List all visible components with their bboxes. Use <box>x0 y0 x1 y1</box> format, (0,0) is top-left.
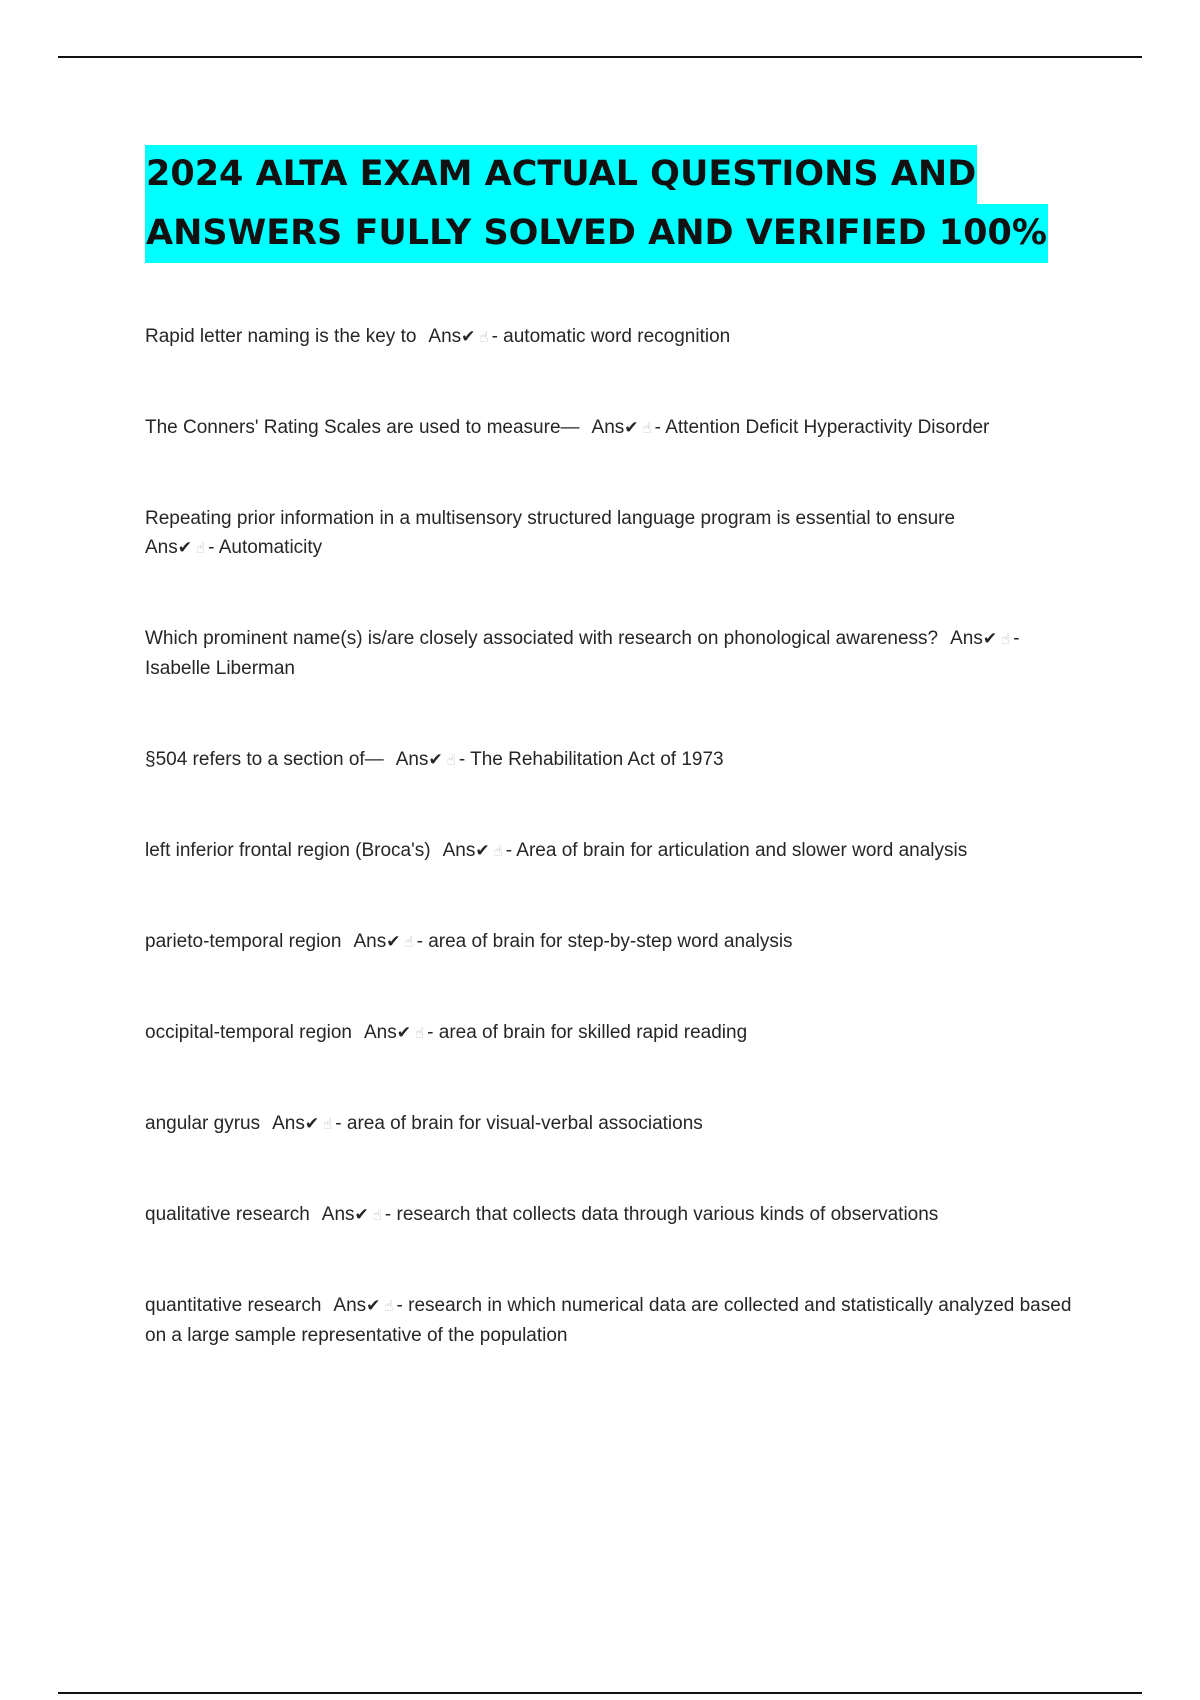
pointing-hand-icon: ☝ <box>404 933 414 951</box>
answer-label: Ans <box>395 749 429 770</box>
checkmark-icon: ✔ <box>428 750 443 770</box>
answer-label: Ans <box>321 1204 355 1225</box>
pointing-hand-icon: ☝ <box>1001 630 1011 648</box>
checkmark-icon: ✔ <box>386 932 401 952</box>
answer-text: - automatic word recognition <box>491 326 731 347</box>
pointing-hand-icon: ☝ <box>446 751 456 769</box>
qa-item <box>145 1200 1090 1230</box>
pointing-hand-icon: ☝ <box>384 1297 394 1315</box>
question-text: quantitative research <box>145 1295 322 1316</box>
bottom-rule <box>58 1692 1142 1694</box>
answer-label: Ans <box>591 417 625 438</box>
checkmark-icon: ✔ <box>304 1114 320 1134</box>
answer-text: - The Rehabilitation Act of 1973 <box>458 749 724 770</box>
question-text: Repeating prior information in a multisensory structured language program is essential to ensure <box>145 508 956 529</box>
title-line-1: 2024 ALTA EXAM ACTUAL QUESTIONS AND <box>145 145 977 204</box>
pointing-hand-icon: ☝ <box>642 419 652 437</box>
checkmark-icon: ✔ <box>354 1205 369 1225</box>
answer-text: - area of brain for step-by-step word analysis <box>416 931 793 952</box>
pointing-hand-icon: ☝ <box>415 1024 425 1042</box>
checkmark-icon: ✔ <box>475 841 490 861</box>
qa-item <box>145 504 1090 563</box>
document-title <box>145 145 1045 263</box>
qa-item <box>145 1018 1090 1048</box>
title-line-2: ANSWERS FULLY SOLVED AND VERIFIED 100% <box>145 204 1048 263</box>
question-text: occipital-temporal region <box>145 1022 352 1043</box>
qa-item <box>145 745 1090 775</box>
answer-label: Ans <box>428 326 462 347</box>
answer-label: Ans <box>950 628 983 649</box>
answer-label: Ans <box>145 537 178 558</box>
question-text: parieto-temporal region <box>145 931 342 952</box>
checkmark-icon: ✔ <box>982 629 998 649</box>
answer-label: Ans <box>442 840 476 861</box>
qa-item <box>145 624 1090 683</box>
answer-label: Ans <box>353 931 387 952</box>
qa-item <box>145 322 1090 352</box>
question-text: Which prominent name(s) is/are closely associated with research on phonological awareness? <box>145 628 939 649</box>
answer-text: - Area of brain for articulation and slower word analysis <box>505 840 968 861</box>
answer-label: Ans <box>333 1295 367 1316</box>
top-rule <box>58 56 1142 58</box>
checkmark-icon: ✔ <box>461 327 476 347</box>
answer-text: - area of brain for skilled rapid reading <box>427 1022 748 1043</box>
qa-item <box>145 836 1090 866</box>
answer-text: - area of brain for visual-verbal associations <box>335 1113 703 1134</box>
answer-text: - research that collects data through various kinds of observations <box>384 1204 939 1225</box>
qa-item <box>145 413 1090 443</box>
question-text: left inferior frontal region (Broca's) <box>145 840 431 861</box>
answer-text: - Automaticity <box>208 537 323 558</box>
checkmark-icon: ✔ <box>177 538 192 558</box>
qa-item <box>145 1291 1090 1350</box>
pointing-hand-icon: ☝ <box>493 842 503 860</box>
answer-label: Ans <box>364 1022 397 1043</box>
answer-label: Ans <box>272 1113 305 1134</box>
question-text: qualitative research <box>145 1204 310 1225</box>
question-text: Rapid letter naming is the key to <box>145 326 417 347</box>
qa-item <box>145 927 1090 957</box>
answer-text: - research in which numerical data are collected and statistically analyzed based on a large sample representative of the population <box>145 1295 1072 1346</box>
pointing-hand-icon: ☝ <box>323 1115 333 1133</box>
qa-item <box>145 1109 1090 1139</box>
checkmark-icon: ✔ <box>624 418 639 438</box>
question-text: angular gyrus <box>145 1113 261 1134</box>
question-text: The Conners' Rating Scales are used to measure— <box>145 417 580 438</box>
checkmark-icon: ✔ <box>366 1296 381 1316</box>
pointing-hand-icon: ☝ <box>196 539 206 557</box>
answer-text: - Isabelle Liberman <box>145 628 1020 679</box>
answer-text: - Attention Deficit Hyperactivity Disorder <box>654 417 990 438</box>
pointing-hand-icon: ☝ <box>372 1206 382 1224</box>
pointing-hand-icon: ☝ <box>479 328 489 346</box>
checkmark-icon: ✔ <box>396 1023 411 1043</box>
question-text: §504 refers to a section of— <box>145 749 384 770</box>
